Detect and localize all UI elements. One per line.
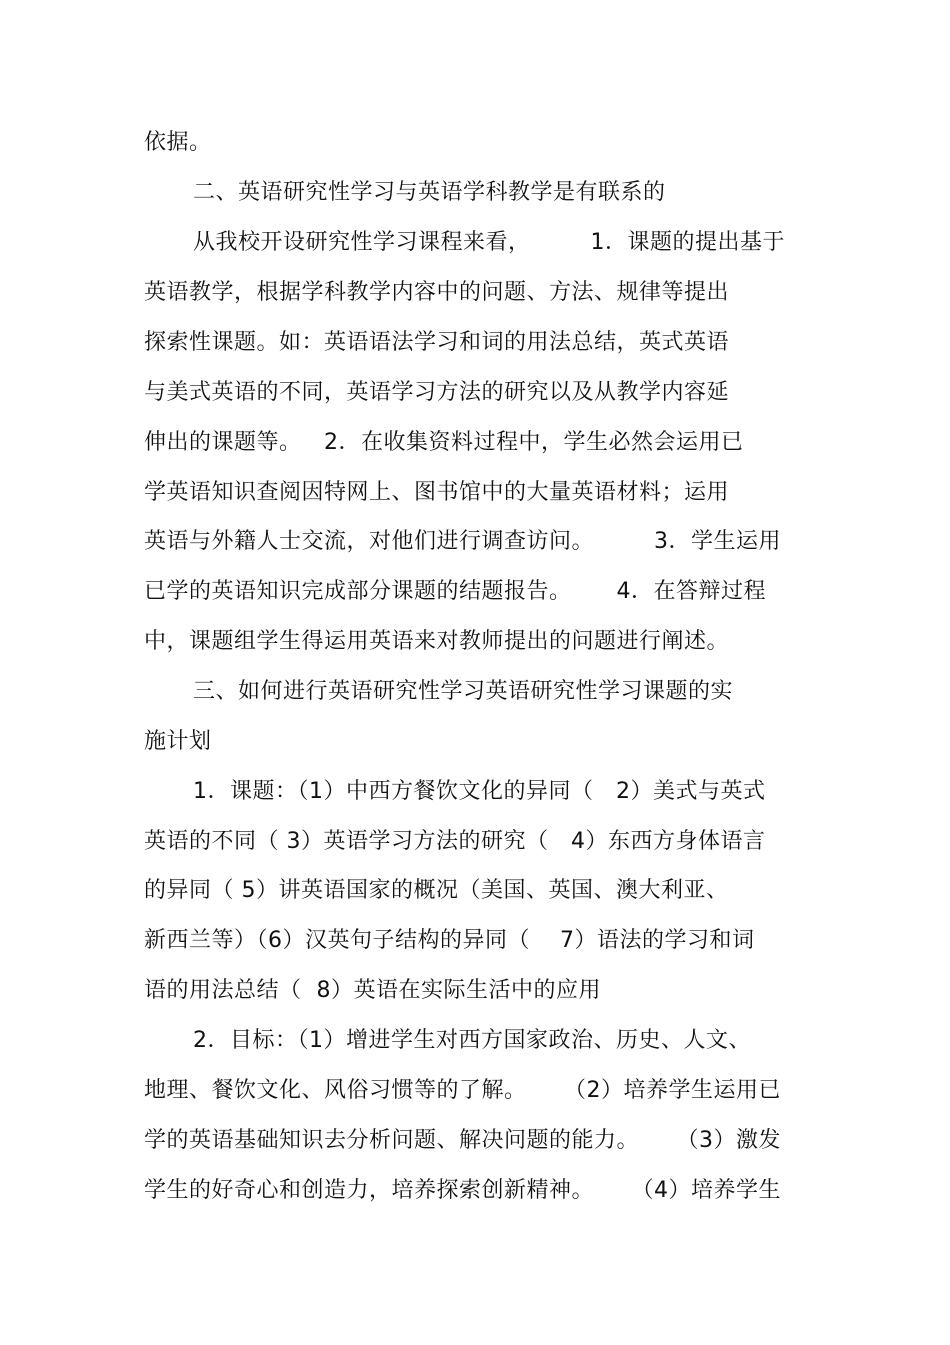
text-line: 伸出的课题等。 2．在收集资料过程中，学生必然会运用已	[144, 430, 744, 455]
text-line: 新西兰等）（6）汉英句子结构的异同（ 7）语法的学习和词	[144, 928, 755, 953]
text-line: 中，课题组学生得运用英语来对教师提出的问题进行阐述。	[144, 629, 730, 654]
text-line: 已学的英语知识完成部分课题的结题报告。 4．在答辩过程	[144, 579, 766, 604]
text-line: 的异同（ 5）讲英语国家的概况（美国、英国、澳大利亚、	[144, 878, 729, 903]
text-line: 学生的好奇心和创造力，培养探索创新精神。 （4）培养学生	[144, 1178, 781, 1203]
text-line: 探索性课题。如：英语语法学习和词的用法总结，英式英语	[144, 330, 730, 355]
text-line: 依据。	[144, 130, 212, 155]
section-heading: 二、英语研究性学习与英语学科教学是有联系的	[193, 180, 666, 205]
text-line: 英语的不同（ 3）英语学习方法的研究（ 4）东西方身体语言	[144, 829, 766, 854]
text-line: 从我校开设研究性学习课程来看， 1．课题的提出基于	[193, 230, 785, 255]
text-line: 语的用法总结（ 8）英语在实际生活中的应用	[144, 978, 601, 1003]
text-line: 1．课题：（1）中西方餐饮文化的异同（ 2）美式与英式	[193, 779, 766, 804]
text-line: 学的英语基础知识去分析问题、解决问题的能力。 （3）激发	[144, 1128, 781, 1153]
text-line: 英语与外籍人士交流，对他们进行调查访问。 3．学生运用	[144, 529, 781, 554]
text-line: 2．目标：（1）增进学生对西方国家政治、历史、人文、	[193, 1028, 751, 1053]
text-line: 英语教学，根据学科教学内容中的问题、方法、规律等提出	[144, 280, 730, 305]
text-line: 与美式英语的不同，英语学习方法的研究以及从教学内容延	[144, 380, 730, 405]
section-heading: 三、如何进行英语研究性学习英语研究性学习课题的实	[193, 679, 734, 704]
text-line: 地理、餐饮文化、风俗习惯等的了解。 （2）培养学生运用已	[144, 1078, 781, 1103]
text-line: 学英语知识查阅因特网上、图书馆中的大量英语材料；运用	[144, 480, 730, 505]
section-heading-continued: 施计划	[144, 729, 212, 754]
